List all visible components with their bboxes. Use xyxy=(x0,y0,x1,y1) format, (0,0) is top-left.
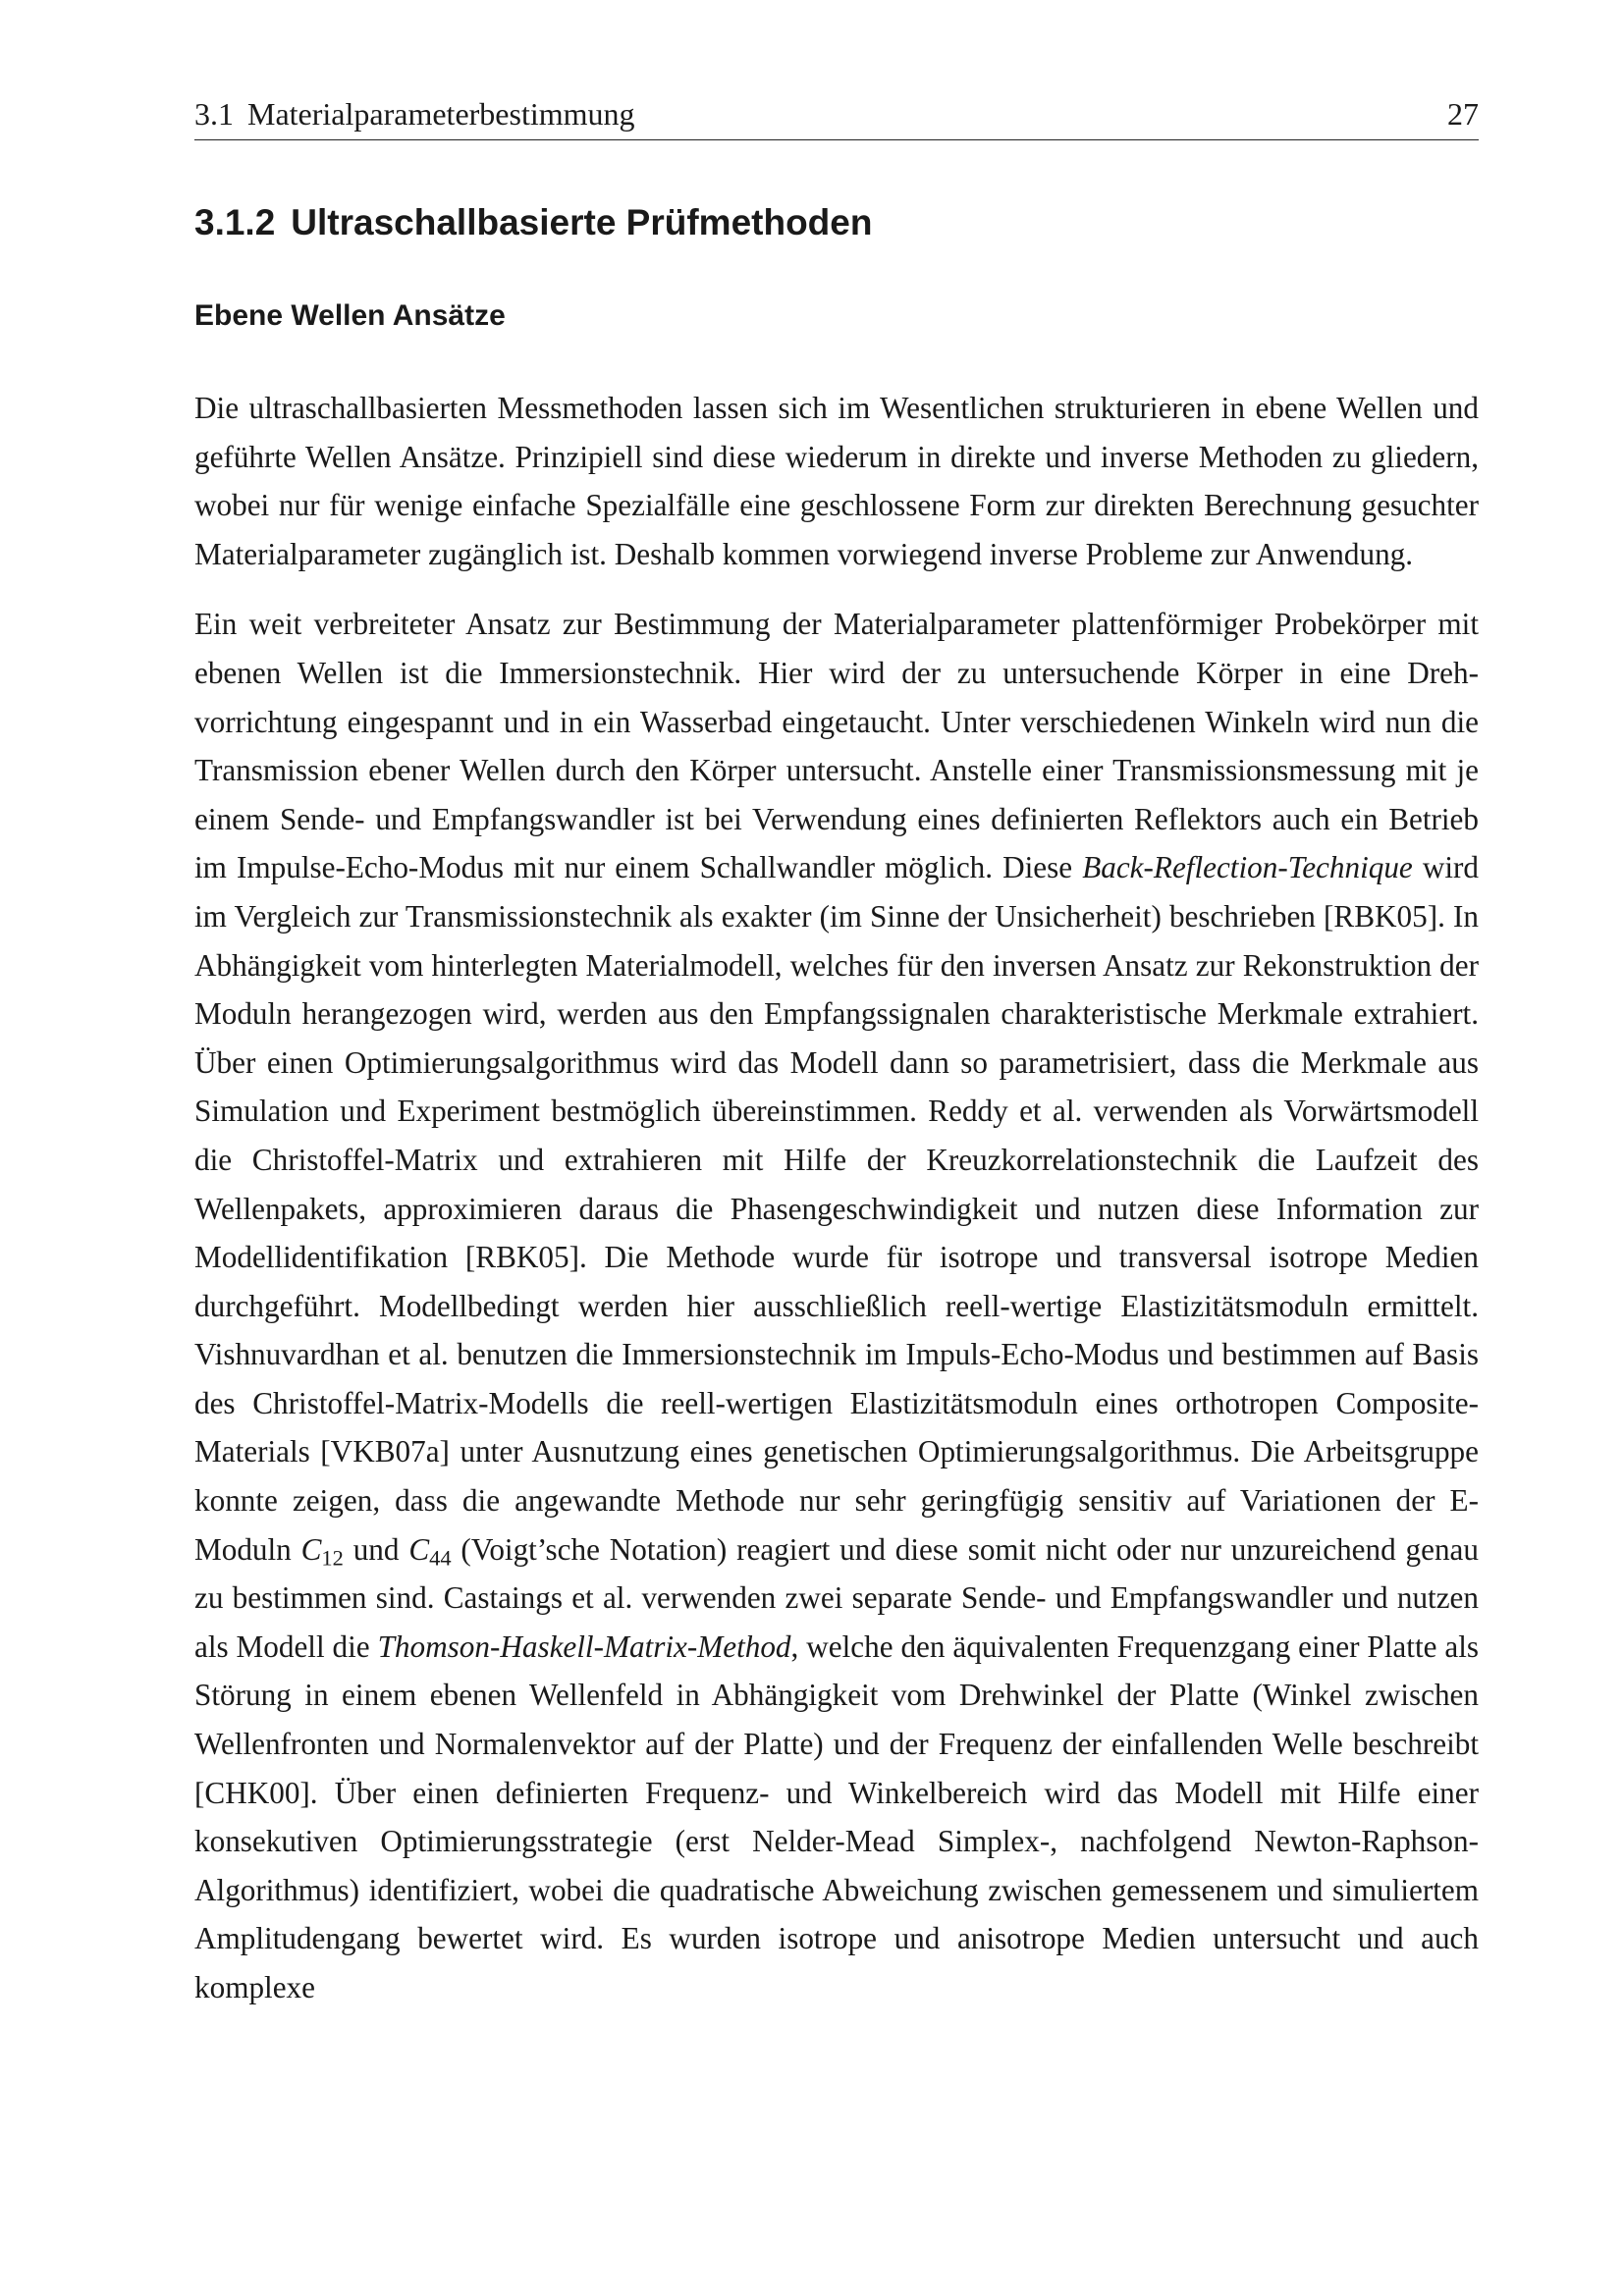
subsection-title: Ultraschallbasierte Prüfmethoden xyxy=(291,202,873,242)
math-symbol-c44: C xyxy=(408,1531,430,1567)
body-paragraph-1: Die ultraschallbasierten Messmethoden lassen sich im Wesentlichen strukturieren in ebene Wellen und geführte Wellen Ansätze. Prinzipiell sind diese wiederum in direkte und inverse Methoden zu gliedern, wobei nur für wenige einfache Spezialfälle eine geschlossene Form zur direkten Berechnung gesuchter Materialparameter zugänglich ist. Deshalb kommen vorwiegend inverse Probleme zur Anwendung. xyxy=(194,391,1479,571)
italic-term-back-reflection: Back-Reflection-Technique xyxy=(1082,850,1413,885)
text-run: (Voigt’sche Notation) reagiert und diese somit nicht oder nur unzureichend genau zu bestimmen sind. Castaings et al. verwenden zwei separate Sende- und Empfangswandler und nutzen als Modell die xyxy=(194,1531,1479,1664)
math-subscript-44: 44 xyxy=(429,1545,452,1571)
math-symbol-c12: C xyxy=(300,1531,322,1567)
running-header xyxy=(194,94,1479,140)
math-subscript-12: 12 xyxy=(321,1545,344,1571)
body-text xyxy=(194,384,1479,2012)
paragraph-heading: Ebene Wellen Ansätze xyxy=(194,299,506,332)
header-section-number: 3.1 xyxy=(194,96,234,132)
text-run: und xyxy=(343,1531,409,1567)
subsection-number: 3.1.2 xyxy=(194,202,276,242)
body-paragraph-2 xyxy=(194,600,1479,2011)
subsection-heading xyxy=(194,201,1479,244)
page xyxy=(194,94,1479,2012)
text-run: , welche den äquivalenten Frequenzgang einer Platte als Störung in einem ebenen Wellenfeld in Abhängigkeit vom Drehwinkel der Platte (Winkel zwischen Wellenfronten und Normalenvektor auf der Platte) und der Frequenz der einfallenden Welle beschreibt [CHK00]. Über einen definierten Frequenz- und Winkelbereich wird das Modell mit Hilfe einer konsekutiven Optimierungsstrategie (erst Nelder-Mead Simplex-, nachfolgend Newton-Raphson-Algorithmus) identifiziert, wobei die quadratische Abweichung zwischen gemessenem und simuliertem Amplitudengang bewertet wird. Es wurden isotrope und anisotrope Medien untersucht und auch komplexe xyxy=(194,1629,1479,2004)
page-number: 27 xyxy=(1447,96,1479,132)
text-run: Ein weit verbreiteter Ansatz zur Bestimmung der Materialparameter plattenförmiger Probekörper mit ebenen Wellen ist die Immersionstechnik. Hier wird der zu untersuchende Körper in eine Drehvorrichtung eingespannt und in ein Wasserbad eingetaucht. Unter verschiedenen Winkeln wird nun die Transmission ebener Wellen durch den Körper untersucht. Anstelle einer Transmissionsmessung mit je einem Sende- und Empfangswandler ist bei Verwendung eines definierten Reflektors auch ein Betrieb im Impulse-Echo-Modus mit nur einem Schallwandler möglich. Diese xyxy=(194,607,1479,885)
header-section-title: Materialparameterbestimmung xyxy=(247,96,635,132)
text-run: wird im Vergleich zur Transmissionstechnik als exakter (im Sinne der Unsicherheit) beschrieben [RBK05]. In Abhängigkeit vom hinterlegten Materialmodell, welches für den inversen Ansatz zur Rekonstruktion der Moduln herangezogen wird, werden aus den Empfangssignalen charakteristische Merkmale extrahiert. Über einen Optimierungsalgorithmus wird das Modell dann so parametrisiert, dass die Merkmale aus Simulation und Experiment bestmöglich übereinstimmen. Reddy et al. verwenden als Vorwärtsmodell die Christoffel-Matrix und extrahieren mit Hilfe der Kreuzkorrelationstechnik die Laufzeit des Wellenpakets, approximieren daraus die Phasengeschwindigkeit und nutzen diese Information zur Modellidentifikation [RBK05]. Die Methode wurde für isotrope und transversal isotrope Medien durchgeführt. Modellbedingt werden hier ausschließlich reell-wertige Elastizitätsmoduln ermittelt. Vishnuvardhan et al. benutzen die Immersionstechnik im Impuls-Echo-Modus und bestimmen auf Basis des Christoffel-Matrix-Modells die reell-wertigen Elastizitätsmoduln eines orthotropen Composite-Materials [VKB07a] unter Ausnutzung eines genetischen Optimierungsalgorithmus. Die Arbeitsgruppe konnte zeigen, dass die angewandte Methode nur sehr geringfügig sensitiv auf Variationen der E-Moduln xyxy=(194,850,1479,1567)
italic-term-thomson-haskell: Thomson-Haskell-Matrix-Method xyxy=(377,1629,791,1664)
header-section-ref xyxy=(194,94,635,133)
